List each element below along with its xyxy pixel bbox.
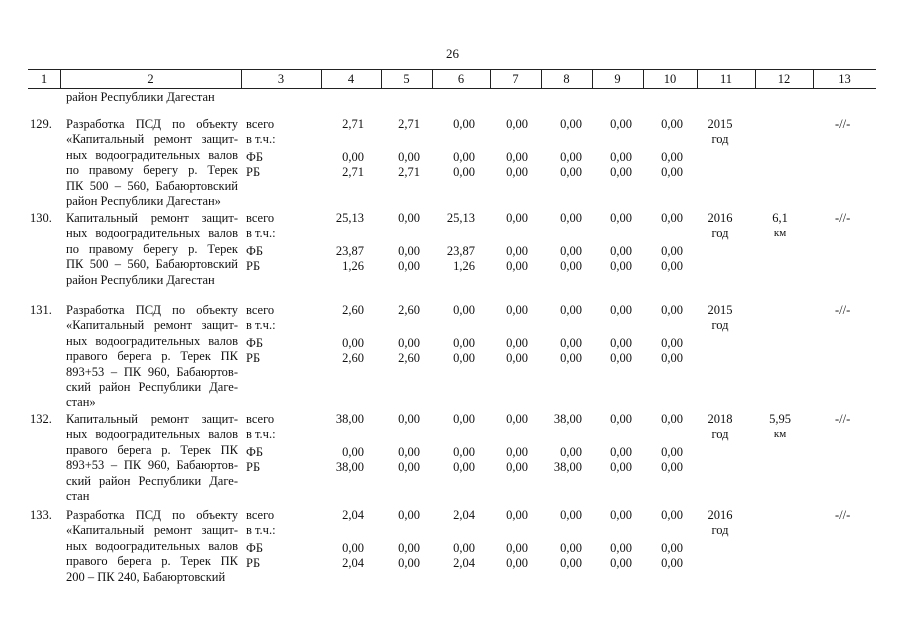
value-cell: 0,00: [661, 243, 683, 258]
funding-label: в т.ч.:: [246, 427, 276, 442]
funding-label: всего: [246, 117, 275, 131]
value-cell: 0,00: [453, 117, 475, 131]
value-cell: 0,00: [453, 540, 475, 555]
year-cell: год: [711, 226, 729, 241]
value-cell: 0,00: [453, 444, 475, 459]
column-divider: [643, 70, 644, 88]
value-cell: 0,00: [506, 540, 528, 555]
value-cell: 0,00: [661, 117, 683, 131]
value-cell: 2,60: [398, 351, 420, 366]
value-cell: 0,00: [610, 540, 632, 555]
value-cell: 1,26: [453, 259, 475, 274]
value-cell: 0,00: [398, 243, 420, 258]
value-cell: 0,00: [560, 117, 582, 131]
value-cell: 0,00: [398, 556, 420, 571]
funding-label: всего: [246, 303, 275, 317]
column-divider: [60, 70, 61, 88]
column-divider: [592, 70, 593, 88]
value-cell: 0,00: [506, 303, 528, 317]
column-header: 11: [719, 72, 733, 86]
value-cell: 2,71: [342, 117, 364, 131]
funding-label: всего: [246, 412, 275, 426]
value-cell: 0,00: [398, 211, 420, 225]
row-number: 129.: [30, 117, 52, 131]
description-line: «Капитальный ремонт защит-: [66, 132, 238, 147]
description-line: 200 – ПК 240, Бабаюртовский: [66, 569, 226, 584]
value-cell: 0,00: [610, 165, 632, 180]
description-line: ский район Республики Даге-: [66, 380, 238, 394]
description-line: правого берега р. Терек ПК: [66, 554, 238, 569]
value-cell: 0,00: [610, 412, 632, 426]
description-line: ных водооградительных валов: [66, 147, 238, 162]
description-line: по правому берегу р. Терек: [66, 163, 238, 178]
description-line: 893+53 – ПК 960, Бабаюртов-: [66, 458, 238, 473]
value-cell: 0,00: [661, 211, 683, 225]
value-cell: 0,00: [453, 460, 475, 475]
row-number: 132.: [30, 412, 52, 426]
value-cell: 0,00: [398, 335, 420, 350]
value-cell: 0,00: [506, 444, 528, 459]
value-cell: 0,00: [610, 259, 632, 274]
value-cell: 0,00: [560, 540, 582, 555]
column-divider: [541, 70, 542, 88]
column-header: 7: [512, 72, 519, 86]
funding-label: ФБ: [246, 335, 264, 350]
description-line: район Республики Дагестан»: [66, 194, 221, 208]
value-cell: 2,04: [342, 556, 364, 571]
value-cell: 0,00: [661, 259, 683, 274]
funding-label: ФБ: [246, 243, 264, 258]
executor-cell: -//-: [835, 412, 851, 426]
value-cell: 0,00: [560, 211, 582, 225]
funding-label: РБ: [246, 165, 261, 180]
column-divider: [241, 70, 242, 88]
column-header: 2: [147, 72, 154, 86]
value-cell: 0,00: [560, 259, 582, 274]
value-cell: 0,00: [506, 460, 528, 475]
year-cell: 2016: [707, 508, 733, 522]
value-cell: 0,00: [506, 149, 528, 164]
description-line: стан»: [66, 395, 96, 410]
value-cell: 0,00: [506, 508, 528, 522]
description-line: ных водооградительных валов: [66, 226, 238, 241]
column-header: 4: [347, 72, 355, 86]
continuation-text: район Республики Дагестан: [66, 90, 215, 104]
column-header: 12: [777, 72, 791, 86]
value-cell: 0,00: [398, 444, 420, 459]
value-cell: 2,04: [453, 556, 475, 571]
value-cell: 0,00: [398, 460, 420, 475]
value-cell: 0,00: [453, 335, 475, 350]
value-cell: 0,00: [453, 351, 475, 366]
value-cell: 38,00: [553, 412, 582, 426]
value-cell: 0,00: [610, 335, 632, 350]
page-number: 26: [446, 46, 459, 61]
column-divider: [321, 70, 322, 88]
row-number: 131.: [30, 303, 52, 317]
value-cell: 25,13: [335, 211, 364, 225]
value-cell: 2,60: [398, 303, 420, 317]
column-header: 5: [403, 72, 410, 86]
value-cell: 0,00: [506, 117, 528, 131]
description-line: по правому берегу р. Терек: [66, 241, 238, 256]
value-cell: 0,00: [661, 165, 683, 180]
value-cell: 0,00: [560, 149, 582, 164]
value-cell: 0,00: [398, 412, 420, 426]
year-cell: 2015: [707, 303, 733, 317]
description-line: Разработка ПСД по объекту: [66, 117, 238, 131]
year-cell: год: [711, 318, 729, 333]
funding-label: РБ: [246, 259, 261, 274]
funding-label: ФБ: [246, 540, 264, 555]
column-divider: [813, 70, 814, 88]
value-cell: 0,00: [661, 460, 683, 475]
value-cell: 0,00: [560, 556, 582, 571]
value-cell: 0,00: [342, 335, 364, 350]
column-header: 6: [457, 72, 465, 86]
value-cell: 0,00: [560, 351, 582, 366]
value-cell: 0,00: [661, 540, 683, 555]
value-cell: 23,87: [335, 243, 364, 258]
value-cell: 0,00: [398, 508, 420, 522]
value-cell: 2,71: [342, 165, 364, 180]
description-line: ПК 500 – 560, Бабаюртовский: [66, 178, 238, 193]
column-header: 10: [663, 72, 677, 86]
value-cell: 38,00: [335, 460, 364, 475]
value-cell: 0,00: [453, 165, 475, 180]
description-line: «Капитальный ремонт защит-: [66, 523, 238, 538]
value-cell: 2,60: [342, 351, 364, 366]
value-cell: 0,00: [560, 165, 582, 180]
value-cell: 0,00: [560, 444, 582, 459]
value-cell: 0,00: [506, 335, 528, 350]
value-cell: 0,00: [610, 303, 632, 317]
description-line: 893+53 – ПК 960, Бабаюртов-: [66, 364, 238, 379]
description-line: Капитальный ремонт защит-: [66, 412, 238, 426]
capacity-cell: км: [773, 227, 787, 240]
value-cell: 0,00: [661, 556, 683, 571]
value-cell: 0,00: [610, 211, 632, 225]
value-cell: 0,00: [661, 303, 683, 317]
value-cell: 0,00: [506, 259, 528, 274]
value-cell: 2,60: [342, 303, 364, 317]
funding-label: в т.ч.:: [246, 132, 276, 147]
value-cell: 0,00: [342, 444, 364, 459]
value-cell: 2,04: [342, 508, 364, 522]
description-line: ных водооградительных валов: [66, 427, 238, 442]
value-cell: 0,00: [661, 149, 683, 164]
column-divider: [755, 70, 756, 88]
column-header: 1: [40, 72, 48, 86]
value-cell: 0,00: [560, 303, 582, 317]
description-line: ных водооградительных валов: [66, 333, 238, 348]
value-cell: 0,00: [661, 412, 683, 426]
funding-label: РБ: [246, 460, 261, 475]
value-cell: 2,04: [453, 508, 475, 522]
value-cell: 23,87: [446, 243, 475, 258]
funding-label: в т.ч.:: [246, 318, 276, 333]
description-line: ПК 500 – 560, Бабаюртовский: [66, 257, 238, 272]
value-cell: 2,71: [398, 165, 420, 180]
executor-cell: -//-: [835, 117, 851, 131]
capacity-cell: км: [773, 428, 787, 441]
description-line: Разработка ПСД по объекту: [66, 303, 238, 317]
description-line: правого берега р. Терек ПК: [66, 349, 238, 364]
value-cell: 0,00: [398, 259, 420, 274]
capacity-cell: 6,1: [772, 211, 788, 225]
column-header: 9: [614, 72, 621, 86]
row-number: 133.: [30, 508, 52, 522]
value-cell: 0,00: [506, 556, 528, 571]
value-cell: 0,00: [506, 211, 528, 225]
funding-label: в т.ч.:: [246, 523, 276, 538]
value-cell: 38,00: [553, 460, 582, 475]
description-line: Разработка ПСД по объекту: [66, 508, 238, 522]
column-divider: [432, 70, 433, 88]
value-cell: 0,00: [506, 351, 528, 366]
value-cell: 0,00: [610, 243, 632, 258]
value-cell: 0,00: [506, 243, 528, 258]
funding-label: РБ: [246, 556, 261, 571]
description-line: ных водооградительных валов: [66, 538, 238, 553]
value-cell: 0,00: [610, 556, 632, 571]
capacity-cell: 5,95: [769, 412, 791, 426]
value-cell: 0,00: [610, 444, 632, 459]
value-cell: 0,00: [661, 335, 683, 350]
column-divider: [697, 70, 698, 88]
funding-label: всего: [246, 211, 275, 225]
value-cell: 0,00: [453, 303, 475, 317]
value-cell: 0,00: [661, 351, 683, 366]
value-cell: 2,71: [398, 117, 420, 131]
value-cell: 0,00: [661, 508, 683, 522]
value-cell: 0,00: [398, 540, 420, 555]
year-cell: год: [711, 427, 729, 442]
value-cell: 0,00: [560, 335, 582, 350]
value-cell: 0,00: [610, 460, 632, 475]
value-cell: 0,00: [661, 444, 683, 459]
description-line: район Республики Дагестан: [66, 272, 215, 287]
column-header: 8: [563, 72, 570, 86]
description-line: стан: [66, 489, 90, 503]
column-divider: [381, 70, 382, 88]
description-line: Капитальный ремонт защит-: [66, 211, 238, 225]
funding-label: ФБ: [246, 444, 264, 459]
table-header-row: [28, 69, 876, 89]
year-cell: год: [711, 132, 729, 147]
year-cell: год: [711, 523, 729, 538]
value-cell: 1,26: [342, 259, 364, 274]
funding-label: РБ: [246, 351, 261, 366]
value-cell: 0,00: [560, 243, 582, 258]
row-number: 130.: [30, 211, 52, 225]
funding-label: всего: [246, 508, 275, 522]
value-cell: 0,00: [398, 149, 420, 164]
funding-label: ФБ: [246, 149, 264, 164]
column-header: 3: [277, 72, 285, 86]
executor-cell: -//-: [835, 211, 851, 225]
value-cell: 25,13: [446, 211, 475, 225]
executor-cell: -//-: [835, 303, 851, 317]
year-cell: 2018: [707, 412, 733, 426]
column-header: 13: [838, 72, 851, 86]
description-line: правого берега р. Терек ПК: [66, 442, 238, 457]
value-cell: 0,00: [610, 351, 632, 366]
value-cell: 0,00: [453, 412, 475, 426]
description-line: ский район Республики Даге-: [66, 473, 238, 488]
value-cell: 0,00: [342, 540, 364, 555]
column-divider: [490, 70, 491, 88]
value-cell: 0,00: [342, 149, 364, 164]
value-cell: 0,00: [610, 149, 632, 164]
value-cell: 0,00: [610, 117, 632, 131]
value-cell: 0,00: [610, 508, 632, 522]
value-cell: 0,00: [506, 165, 528, 180]
funding-label: в т.ч.:: [246, 226, 276, 241]
year-cell: 2016: [707, 211, 733, 225]
value-cell: 0,00: [453, 149, 475, 164]
value-cell: 0,00: [506, 412, 528, 426]
executor-cell: -//-: [835, 508, 851, 522]
value-cell: 38,00: [335, 412, 364, 426]
year-cell: 2015: [707, 117, 733, 131]
value-cell: 0,00: [560, 508, 582, 522]
description-line: «Капитальный ремонт защит-: [66, 318, 238, 333]
